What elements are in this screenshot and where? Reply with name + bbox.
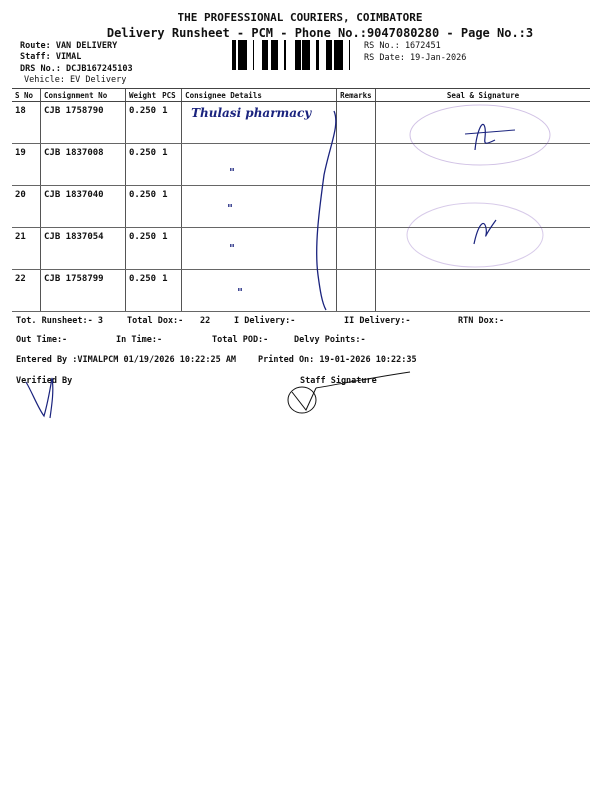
cell-sno: 20 xyxy=(12,186,41,228)
total-dox-label: Total Dox:- xyxy=(127,316,184,326)
cell-sno: 22 xyxy=(12,270,41,312)
col-remarks: Remarks xyxy=(337,89,376,102)
i-delivery: I Delivery:- xyxy=(234,316,296,326)
cell-pcs: 1 xyxy=(159,102,182,144)
cell-weight: 0.250 xyxy=(126,228,160,270)
verified-signature xyxy=(22,372,82,422)
col-consignee: Consignee Details xyxy=(182,89,337,102)
col-sno: S No xyxy=(12,89,41,102)
ii-delivery: II Delivery:- xyxy=(344,316,411,326)
cell-consignment: CJB 1758799 xyxy=(41,270,126,312)
out-time: Out Time:- xyxy=(16,335,68,345)
route-label: Route: VAN DELIVERY xyxy=(20,41,118,51)
ditto-mark: " xyxy=(237,286,243,299)
tot-runsheet: Tot. Runsheet:- 3 xyxy=(16,316,103,326)
stamp-seal xyxy=(405,90,555,180)
rs-date: RS Date: 19-Jan-2026 xyxy=(364,53,467,63)
total-dox-value: 22 xyxy=(200,316,211,326)
cell-consignment: CJB 1837008 xyxy=(41,144,126,186)
col-pcs: PCS xyxy=(159,89,182,102)
printed-on: Printed On: 19-01-2026 10:22:35 xyxy=(258,355,417,365)
cell-pcs: 1 xyxy=(159,186,182,228)
barcode xyxy=(232,40,358,70)
delvy-points: Delvy Points:- xyxy=(294,335,366,345)
cell-sno: 21 xyxy=(12,228,41,270)
ditto-mark: " xyxy=(229,242,235,255)
entered-by: Entered By :VIMALPCM 01/19/2026 10:22:25 AM xyxy=(16,355,237,365)
col-seal-signature: Seal & Signature xyxy=(376,89,590,102)
ditto-mark: " xyxy=(229,166,235,179)
company-title: THE PROFESSIONAL COURIERS, COIMBATORE xyxy=(177,11,423,24)
cell-weight: 0.250 xyxy=(126,102,160,144)
cell-consignment: CJB 1758790 xyxy=(41,102,126,144)
cell-sno: 19 xyxy=(12,144,41,186)
col-weight: Weight xyxy=(126,89,160,102)
staff-label: Staff: VIMAL xyxy=(20,52,82,62)
cell-weight: 0.250 xyxy=(126,144,160,186)
vehicle-label: Vehicle: EV Delivery xyxy=(24,75,127,85)
stamp-seal xyxy=(400,180,550,290)
ditto-mark: " xyxy=(227,202,233,215)
drs-number: DRS No.: DCJB167245103 xyxy=(20,64,133,74)
cell-pcs: 1 xyxy=(159,144,182,186)
verified-by: Verified By xyxy=(16,376,73,386)
cell-sno: 18 xyxy=(12,102,41,144)
cell-pcs: 1 xyxy=(159,270,182,312)
cell-consignment: CJB 1837054 xyxy=(41,228,126,270)
handwritten-consignee: Thulasi pharmacy xyxy=(191,106,312,120)
staff-signature-mark xyxy=(280,370,420,420)
staff-signature: Staff Signature xyxy=(300,376,377,386)
cell-pcs: 1 xyxy=(159,228,182,270)
rtn-dox: RTN Dox:- xyxy=(458,316,505,326)
total-pod: Total POD:- xyxy=(212,335,269,345)
rs-number: RS No.: 1672451 xyxy=(364,41,441,51)
cell-consignment: CJB 1837040 xyxy=(41,186,126,228)
col-consignment: Consignment No xyxy=(41,89,126,102)
pen-stroke xyxy=(300,105,350,315)
in-time: In Time:- xyxy=(116,335,163,345)
runsheet-subtitle: Delivery Runsheet - PCM - Phone No.:9047080280 - Page No.:3 xyxy=(106,26,534,40)
cell-weight: 0.250 xyxy=(126,186,160,228)
cell-weight: 0.250 xyxy=(126,270,160,312)
